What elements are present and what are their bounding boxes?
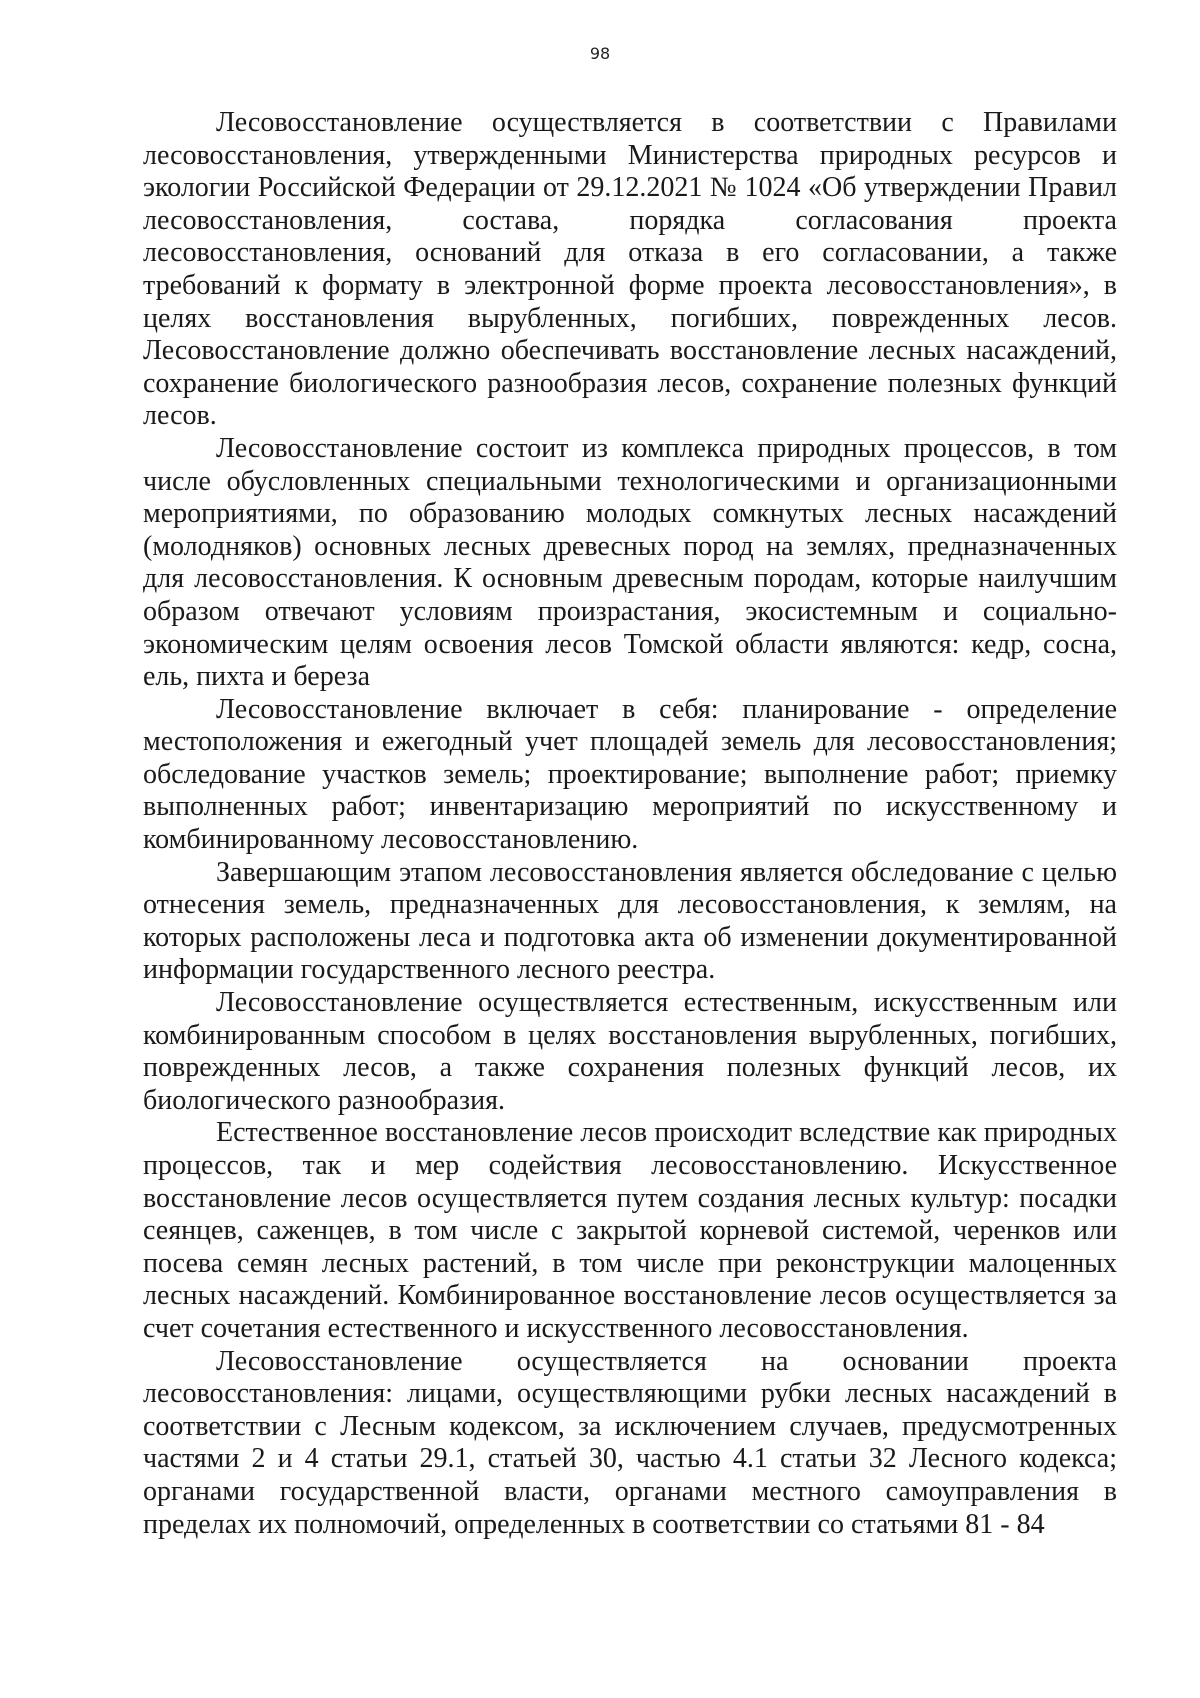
document-body — [143, 107, 1117, 1541]
paragraph-1: Лесовосстановление осуществляется в соответствии с Правилами лесовосстановления, утвержденными Министерства природных ресурсов и экологии Российской Федерации от 29.12.2021 № 1024 «Об утверждении Правил лесовосстановления, состава, порядка согласования проекта лесовосстановления, оснований для отказа в его согласовании, а также требований к формату в электронной форме проекта лесовосстановления», в целях восстановления вырубленных, погибших, поврежденных лесов. Лесовосстановление должно обеспечивать восстановление лесных насаждений, сохранение биологического разнообразия лесов, сохранение полезных функций лесов. — [143, 107, 1117, 432]
paragraph-3: Лесовосстановление включает в себя: планирование - определение местоположения и ежегодный учет площадей земель для лесовосстановления; обследование участков земель; проектирование; выполнение работ; приемку выполненных работ; инвентаризацию мероприятий по искусственному и комбинированному лесовосстановлению. — [143, 693, 1117, 856]
paragraph-5: Лесовосстановление осуществляется естественным, искусственным или комбинированным способом в целях восстановления вырубленных, погибших, поврежденных лесов, а также сохранения полезных функций лесов, их биологического разнообразия. — [143, 987, 1117, 1116]
paragraph-7: Лесовосстановление осуществляется на основании проекта лесовосстановления: лицами, осуществляющими рубки лесных насаждений в соответствии с Лесным кодексом, за исключением случаев, предусмотренных частями 2 и 4 статьи 29.1, статьей 30, частью 4.1 статьи 32 Лесного кодекса; органами государственной власти, органами местного самоуправления в пределах их полномочий, определенных в соответствии со статьями 81 - 84 — [143, 1345, 1117, 1540]
paragraph-2: Лесовосстановление состоит из комплекса природных процессов, в том числе обусловленных специальными технологическими и организационными мероприятиями, по образованию молодых сомкнутых лесных насаждений (молодняков) основных лесных древесных пород на землях, предназначенных для лесовосстановления. К основным древесным породам, которые наилучшим образом отвечают условиям произрастания, экосистемным и социально-экономическим целям освоения лесов Томской области являются: кедр, сосна, ель, пихта и береза — [143, 432, 1117, 693]
paragraph-4: Завершающим этапом лесовосстановления является обследование с целью отнесения земель, предназначенных для лесовосстановления, к землям, на которых расположены леса и подготовка акта об изменении документированной информации государственного лесного реестра. — [143, 856, 1117, 986]
page-number: 98 — [589, 44, 611, 63]
paragraph-6: Естественное восстановление лесов происходит вследствие как природных процессов, так и мер содействия лесовосстановлению. Искусственное восстановление лесов осуществляется путем создания лесных культур: посадки сеянцев, саженцев, в том числе с закрытой корневой системой, черенков или посева семян лесных растений, в том числе при реконструкции малоценных лесных насаждений. Комбинированное восстановление лесов осуществляется за счет сочетания естественного и искусственного лесовосстановления. — [143, 1117, 1117, 1344]
